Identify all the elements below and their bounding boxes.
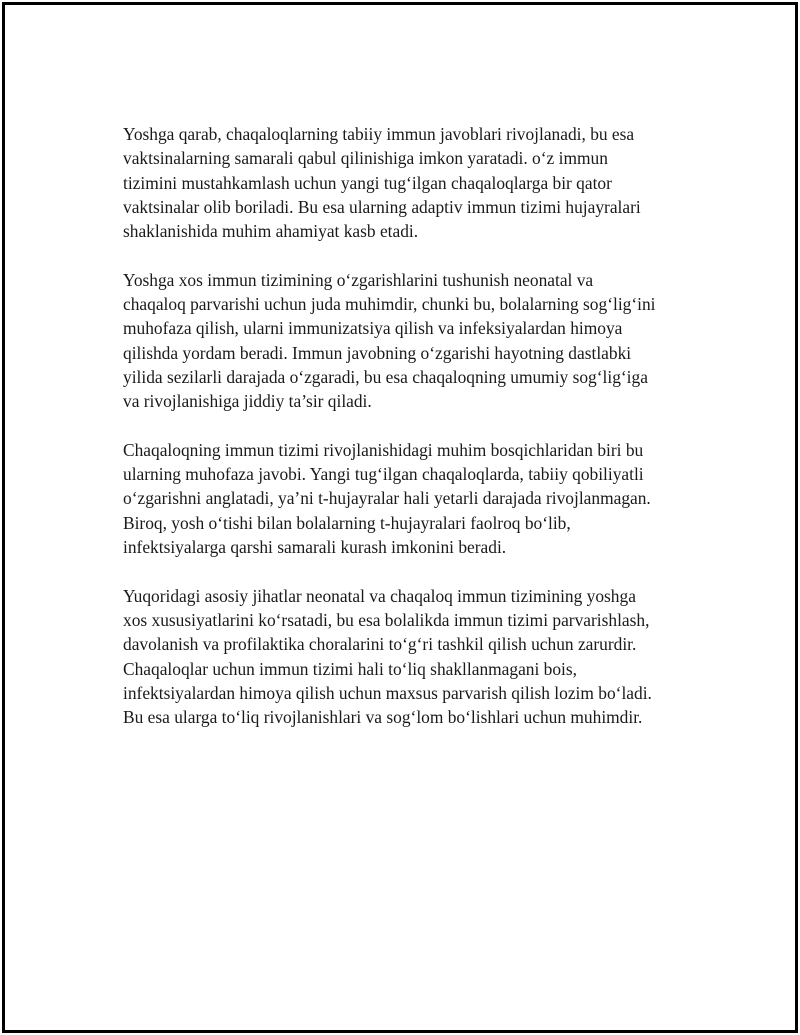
paragraph-1: Yoshga qarab, chaqaloqlarning tabiiy immun javoblari rivojlanadi, bu esa vaktsinalarning samarali qabul qilinishiga imkon yaratadi. o‘z immun tizimini mustahkamlash uchun yangi tug‘ilgan chaqaloqlarga bir qator vaktsinalar olib boriladi. Bu esa ularning adaptiv immun tizimi hujayralari shaklanishida muhim ahamiyat kasb etadi. — [123, 124, 641, 242]
document-body — [123, 122, 705, 729]
paragraph-4: Yuqoridagi asosiy jihatlar neonatal va chaqaloq immun tizimining yoshga xos xususiyatlarini ko‘rsatadi, bu esa bolalikda immun tizimi parvarishlash, davolanish va profilaktika choralarini to‘g‘ri tashkil qilish uchun zarurdir. Chaqaloqlar uchun immun tizimi hali to‘liq shakllanmagani bois, infektsiyalardan himoya qilish uchun maxsus parvarish qilish lozim bo‘ladi. Bu esa ularga to‘liq rivojlanishlari va sog‘lom bo‘lishlari uchun muhimdir. — [123, 585, 652, 728]
paragraph-3: Chaqaloqning immun tizimi rivojlanishidagi muhim bosqichlaridan biri bu ularning muhofaza javobi. Yangi tug‘ilgan chaqaloqlarda, tabiiy qobiliyatli o‘zgarishni anglatadi, ya’ni t-hujayralar hali yetarli darajada rivojlanmagan. Biroq, yosh o‘tishi bilan bolalarning t-hujayralari faolroq bo‘lib, infektsiyalarga qarshi samarali kurash imkonini beradi. — [123, 439, 651, 558]
paragraph-2: Yoshga xos immun tizimining o‘zgarishlarini tushunish neonatal va chaqaloq parvarishi uchun juda muhimdir, chunki bu, bolalarning sog‘lig‘ini muhofaza qilish, ularni immunizatsiya qilish va infeksiyalardan himoya qilishda yordam beradi. Immun javobning o‘zgarishi hayotning dastlabki yilida sezilarli darajada o‘zgaradi, bu esa chaqaloqning umumiy sog‘lig‘iga va rivojlanishiga jiddiy ta’sir qiladi. — [123, 269, 656, 412]
page-frame — [2, 2, 798, 1033]
